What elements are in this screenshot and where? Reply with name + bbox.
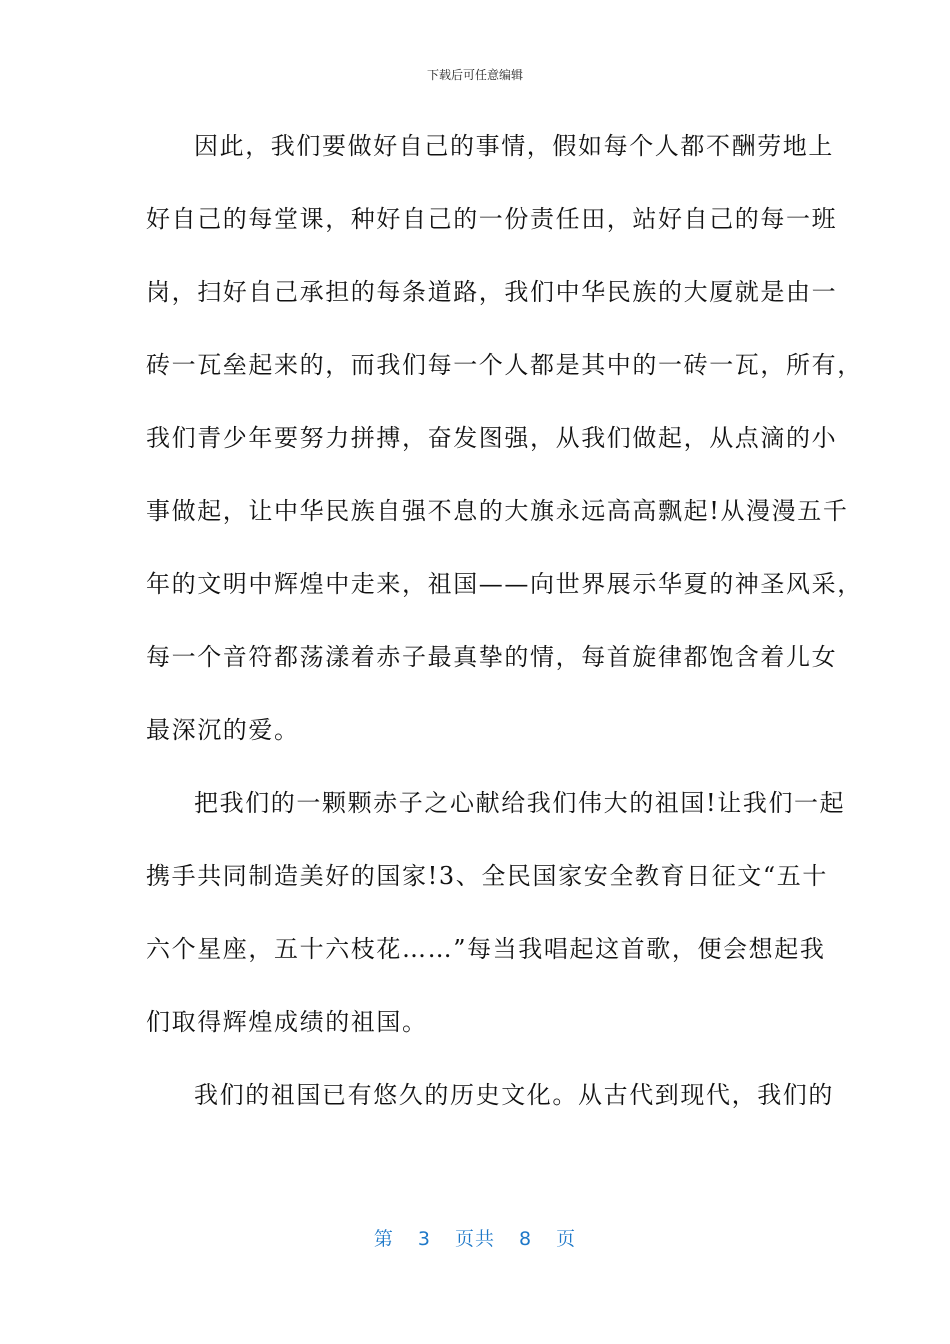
text-line: 最深沉的爱。 xyxy=(146,716,300,744)
text-line: 砖一瓦垒起来的，而我们每一个人都是其中的一砖一瓦，所有， xyxy=(146,351,863,379)
text-line: 六个星座，五十六枝花……”每当我唱起这首歌，便会想起我 xyxy=(146,935,826,963)
page-label-prefix: 第 xyxy=(373,1228,394,1250)
document-body xyxy=(146,121,863,1143)
text-line: 因此，我们要做好自己的事情，假如每个人都不酬劳地上 xyxy=(194,132,834,160)
page-label-middle: 页共 xyxy=(454,1228,495,1250)
text-line: 们取得辉煌成绩的祖国。 xyxy=(146,1008,428,1036)
text-line: 我们青少年要努力拼搏，奋发图强，从我们做起，从点滴的小 xyxy=(146,424,838,452)
text-line: 把我们的一颗颗赤子之心献给我们伟大的祖国!让我们一起 xyxy=(194,789,846,817)
page-header-note: 下载后可任意编辑 xyxy=(426,68,523,82)
text-line: 好自己的每堂课，种好自己的一份责任田，站好自己的每一班 xyxy=(146,205,838,233)
page-footer xyxy=(0,1224,950,1251)
page-label-suffix: 页 xyxy=(556,1228,577,1250)
text-line: 我们的祖国已有悠久的历史文化。从古代到现代，我们的 xyxy=(194,1081,834,1109)
current-page-number: 3 xyxy=(417,1228,431,1250)
text-line: 携手共同制造美好的国家!3、全民国家安全教育日征文“五十 xyxy=(146,862,828,890)
text-line: 事做起，让中华民族自强不息的大旗永远高高飘起!从漫漫五千 xyxy=(146,497,849,525)
total-page-number: 8 xyxy=(519,1228,533,1250)
text-line: 年的文明中辉煌中走来，祖国——向世界展示华夏的神圣风采， xyxy=(146,570,863,598)
text-line: 每一个音符都荡漾着赤子最真挚的情，每首旋律都饱含着儿女 xyxy=(146,643,838,671)
text-line: 岗，扫好自己承担的每条道路，我们中华民族的大厦就是由一 xyxy=(146,278,838,306)
